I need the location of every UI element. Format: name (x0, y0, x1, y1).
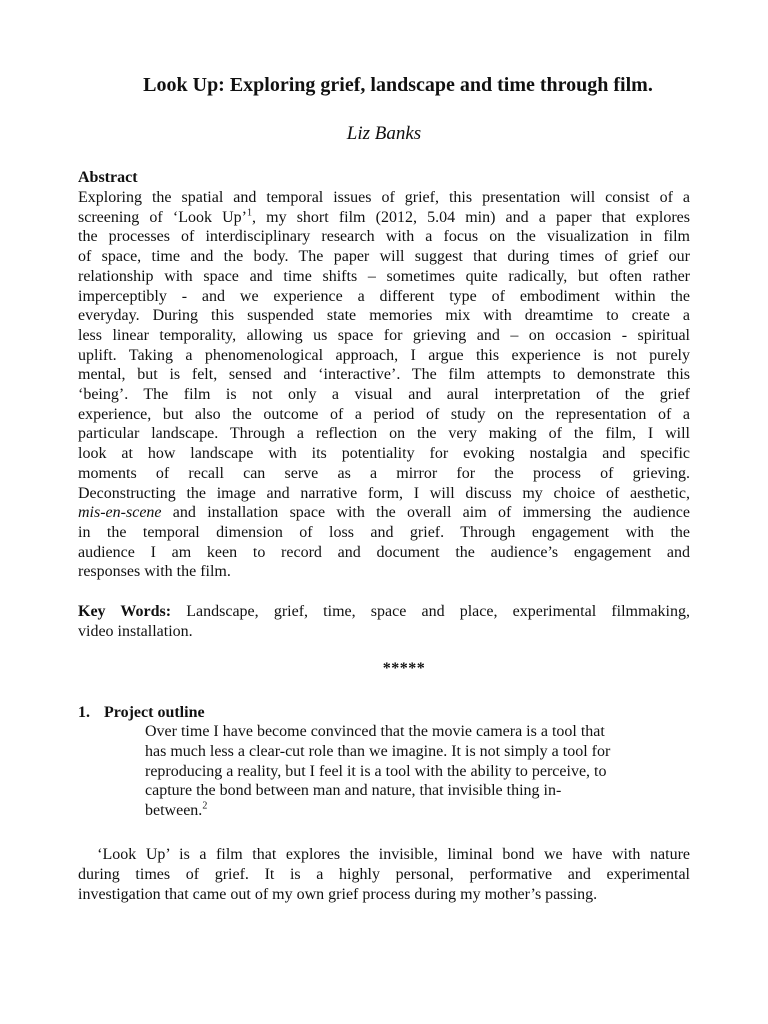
author-name: Liz Banks (346, 123, 422, 144)
block-quote (145, 722, 645, 821)
abstract-line: Exploring the spatial and temporal issues of grief, this presentation will consist of a (78, 189, 690, 206)
section-number: 1. (78, 704, 90, 721)
abstract-line (78, 503, 690, 523)
section-heading (78, 703, 205, 723)
footnote-ref-2: 2 (202, 800, 208, 812)
abstract-line: the processes of interdisciplinary research with a focus on the visualization in film (78, 228, 690, 246)
keywords-line (78, 602, 690, 622)
abstract-line: experience, but also the outcome of a period of study on the representation of a (78, 405, 690, 423)
quote-line: capture the bond between man and nature, that invisible thing in- (145, 782, 562, 800)
italic-term: mis-en-scene (78, 504, 162, 522)
paragraph-line: ‘Look Up’ is a film that explores the invisible, liminal bond we have with nature (78, 846, 690, 863)
abstract-line: of space, time and the body. The paper will suggest that during times of grief our (78, 248, 690, 266)
keywords-text: Landscape, grief, time, space and place, experimental filmmaking, (171, 603, 690, 620)
document-title: Look Up: Exploring grief, landscape and time through film. (143, 74, 653, 96)
quote-line: Over time I have become convinced that the movie camera is a tool that (145, 723, 605, 740)
body-paragraph (78, 845, 690, 905)
abstract-text: screening of ‘Look Up’ (78, 208, 247, 226)
abstract-heading: Abstract (78, 169, 138, 186)
abstract-line: less linear temporality, allowing us space for grieving and – on occasion - spiritual (78, 326, 690, 344)
abstract-body (78, 188, 690, 582)
abstract-text: and installation space with the overall aim of immersing the audience (161, 504, 690, 522)
keywords-line: video installation. (78, 622, 193, 640)
abstract-line: moments of recall can serve as a mirror for the process of grieving. (78, 464, 690, 482)
section-title: Project outline (104, 704, 205, 721)
abstract-line: particular landscape. Through a reflection on the very making of the film, I will (78, 425, 690, 443)
keywords (78, 602, 690, 641)
abstract-line: uplift. Taking a phenomenological approach, I argue this experience is not purely (78, 346, 690, 364)
abstract-line: in the temporal dimension of loss and grief. Through engagement with the (78, 523, 690, 541)
abstract-line (78, 208, 690, 228)
abstract-line: mental, but is felt, sensed and ‘interactive’. The film attempts to demonstrate this (78, 366, 690, 384)
paragraph-line: during times of grief. It is a highly personal, performative and experimental (78, 866, 690, 883)
abstract-line: imperceptibly - and we experience a different type of embodiment within the (78, 287, 690, 305)
abstract-line: look at how landscape with its potentiality for evoking nostalgia and specific (78, 445, 690, 463)
quote-line: reproducing a reality, but I feel it is a tool with the ability to perceive, to (145, 762, 607, 780)
abstract-line: responses with the film. (78, 563, 231, 581)
keywords-label: Key Words: (78, 603, 172, 620)
abstract-text: , my short film (2012, 5.04 min) and a paper that explores (252, 208, 690, 226)
abstract-line: audience I am keen to record and document the audience’s engagement and (78, 543, 690, 561)
quote-text: between. (145, 802, 203, 820)
quote-line (145, 801, 645, 821)
abstract-line: Deconstructing the image and narrative form, I will discuss my choice of aesthetic, (78, 484, 690, 502)
footnote-ref-1: 1 (247, 207, 252, 219)
paragraph-line: investigation that came out of my own grief process during my mother’s passing. (78, 886, 598, 903)
section-separator: ***** (382, 660, 426, 677)
abstract-line: everyday. During this suspended state memories mix with dreamtime to create a (78, 307, 690, 325)
quote-line: has much less a clear-cut role than we imagine. It is not simply a tool for (145, 742, 611, 760)
abstract-line: ‘being’. The film is not only a visual and aural interpretation of the grief (78, 386, 690, 404)
abstract-line: relationship with space and time shifts – sometimes quite radically, but often rather (78, 267, 690, 285)
